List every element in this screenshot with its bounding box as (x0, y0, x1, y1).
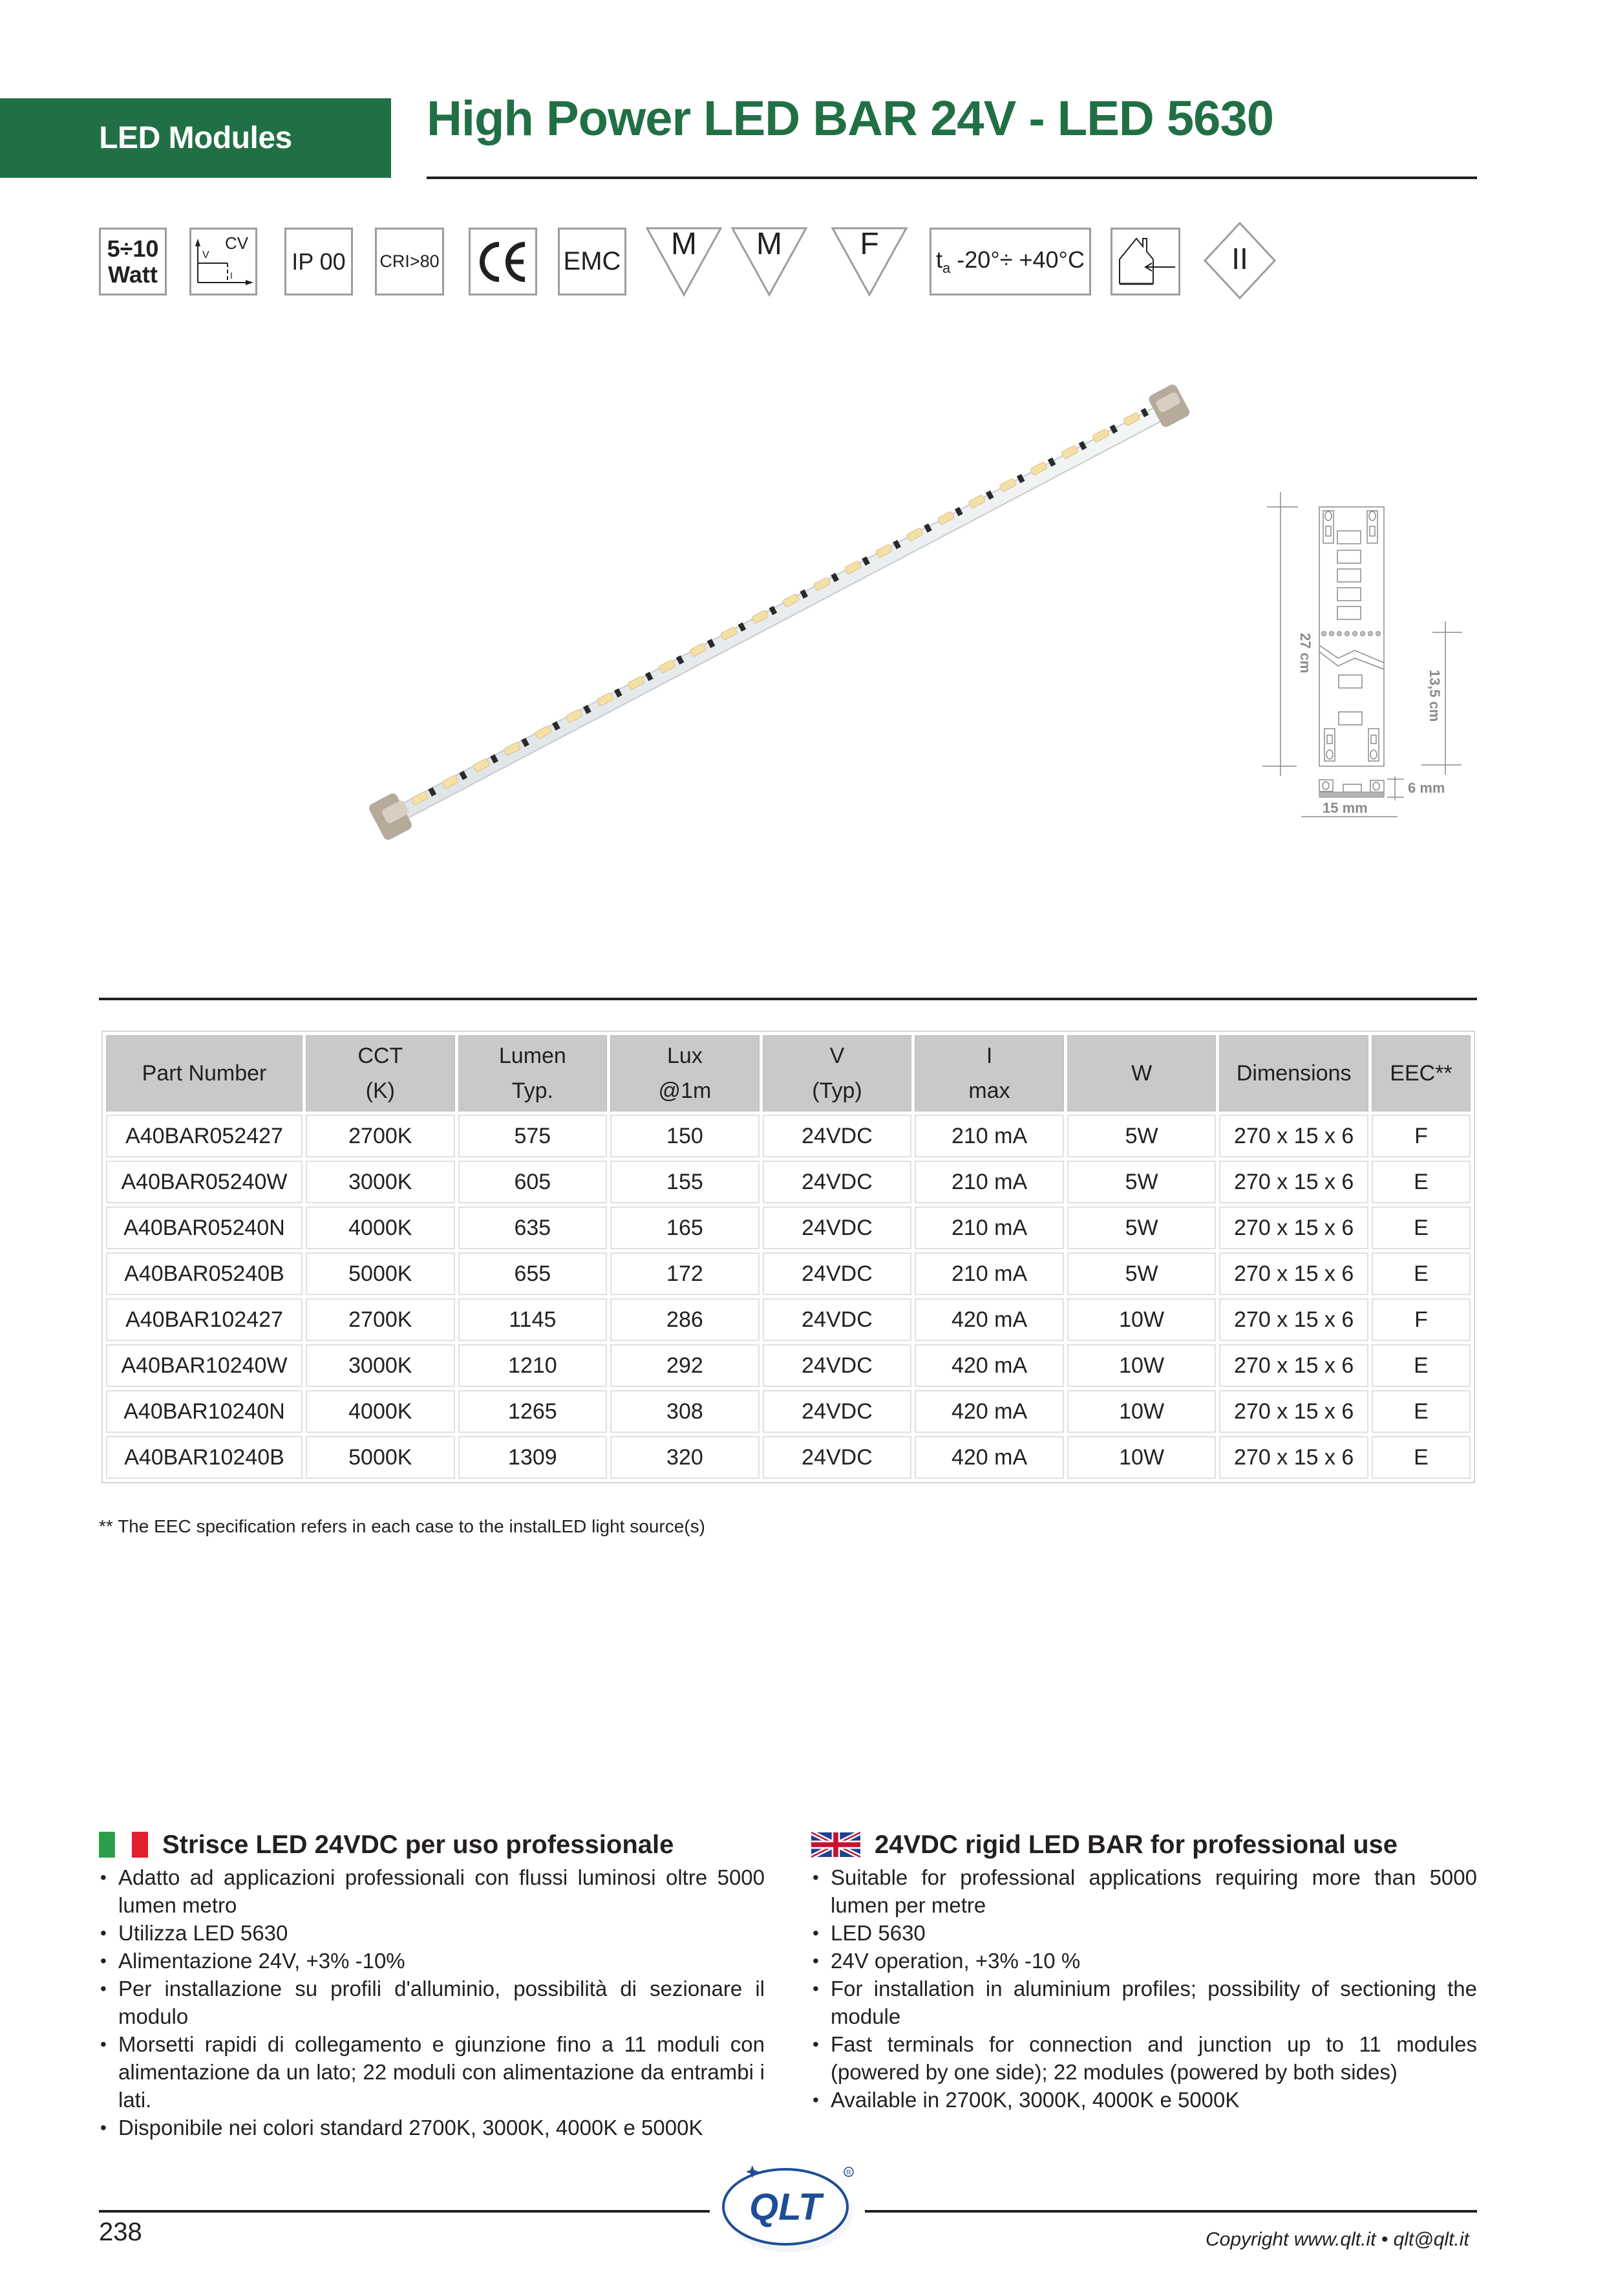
temp-range: -20°÷ +40°C (950, 246, 1085, 273)
f-mark-icon (831, 226, 908, 297)
header-label: W (1131, 1061, 1153, 1086)
cell-dimensions: 270 x 15 x 6 (1219, 1161, 1368, 1203)
cell-lumen: 1265 (458, 1390, 608, 1433)
section-tab (0, 98, 391, 178)
table-row (106, 1344, 1471, 1387)
list-item: • Available in 2700K, 3000K, 4000K e 5000K (811, 2086, 1477, 2114)
footer-divider-left (99, 2210, 710, 2213)
list-item: • Adatto ad applicazioni professionali con flussi luminosi oltre 5000 lumen metro (99, 1863, 765, 1919)
cell-current: 210 mA (915, 1207, 1064, 1249)
cell-lux: 155 (610, 1161, 760, 1203)
header-eec (1372, 1035, 1471, 1111)
table-header-row (106, 1035, 1471, 1111)
footer-divider-right (865, 2210, 1477, 2213)
m-mark-icon (645, 226, 723, 297)
wattage-icon (99, 228, 167, 295)
temp-subscript: a (942, 260, 951, 277)
emc-icon (558, 228, 626, 295)
header-dimensions (1219, 1035, 1368, 1111)
cell-cct: 2700K (306, 1115, 455, 1157)
cell-dimensions: 270 x 15 x 6 (1219, 1207, 1368, 1249)
cell-voltage: 24VDC (763, 1436, 912, 1479)
description-italian-title: Strisce LED 24VDC per uso professionale (162, 1830, 674, 1859)
temp-prefix: t (936, 246, 943, 273)
cell-cct: 5000K (306, 1436, 455, 1479)
cell-lux: 172 (610, 1252, 760, 1295)
cell-watt: 10W (1067, 1436, 1217, 1479)
cell-lux: 308 (610, 1390, 760, 1433)
led-bar-pcb (381, 401, 1178, 826)
wattage-range: 5÷10 (107, 235, 159, 262)
v-axis-label: V (202, 250, 209, 261)
cell-voltage: 24VDC (763, 1390, 912, 1433)
end-terminal-left (367, 791, 413, 841)
i-axis-label: I (230, 270, 233, 281)
cell-lux: 292 (610, 1344, 760, 1387)
cell-voltage: 24VDC (763, 1344, 912, 1387)
table-row (106, 1207, 1471, 1249)
header-label: EEC** (1390, 1061, 1452, 1086)
cell-part-number: A40BAR102427 (106, 1298, 303, 1341)
segment-length-label: 13,5 cm (1427, 669, 1443, 722)
cell-eec: E (1372, 1390, 1471, 1433)
cell-lumen: 1210 (458, 1344, 608, 1387)
table-row (106, 1161, 1471, 1203)
class-ii-icon (1201, 222, 1279, 299)
cell-part-number: A40BAR05240N (106, 1207, 303, 1249)
cell-lumen: 1145 (458, 1298, 608, 1341)
cell-dimensions: 270 x 15 x 6 (1219, 1252, 1368, 1295)
header-label: I (986, 1044, 993, 1068)
cv-label: CV (225, 233, 249, 253)
cell-watt: 5W (1067, 1161, 1217, 1203)
cell-lux: 165 (610, 1207, 760, 1249)
header-lumen (458, 1035, 608, 1111)
cell-current: 210 mA (915, 1115, 1064, 1157)
description-italian (99, 1830, 765, 2141)
uk-flag-icon (811, 1832, 860, 1858)
list-item: • Fast terminals for connection and junction up to 11 modules (powered by one side); 22 modules (powered by both sides) (811, 2030, 1477, 2086)
title-divider (427, 177, 1477, 179)
section-label: LED Modules (99, 121, 292, 155)
cell-lumen: 605 (458, 1161, 608, 1203)
cell-watt: 10W (1067, 1298, 1217, 1341)
cell-part-number: A40BAR05240B (106, 1252, 303, 1295)
page-number: 238 (99, 2218, 142, 2246)
mm-mark-label: M (756, 227, 782, 261)
ce-mark-icon (469, 228, 537, 295)
cell-lux: 320 (610, 1436, 760, 1479)
table-row (106, 1390, 1471, 1433)
emc-label: EMC (563, 247, 621, 275)
cell-eec: F (1372, 1298, 1471, 1341)
header-label: Dimensions (1236, 1061, 1352, 1086)
cell-watt: 10W (1067, 1390, 1217, 1433)
cell-eec: E (1372, 1252, 1471, 1295)
cell-eec: E (1372, 1207, 1471, 1249)
ip-rating-label: IP 00 (292, 248, 346, 275)
header-label: CCT (357, 1044, 403, 1068)
table-row (106, 1115, 1471, 1157)
cell-lumen: 1309 (458, 1436, 608, 1479)
cell-watt: 5W (1067, 1207, 1217, 1249)
header-label: Part Number (142, 1061, 267, 1086)
cell-voltage: 24VDC (763, 1161, 912, 1203)
constant-voltage-icon (189, 228, 257, 295)
height-label: 6 mm (1408, 780, 1445, 796)
cell-lux: 286 (610, 1298, 760, 1341)
cell-eec: E (1372, 1436, 1471, 1479)
table-divider (99, 998, 1477, 1000)
cell-cct: 5000K (306, 1252, 455, 1295)
cell-cct: 4000K (306, 1207, 455, 1249)
header-label: Lux (667, 1044, 703, 1068)
copyright-text: Copyright www.qlt.it • qlt@qlt.it (1206, 2229, 1469, 2250)
description-english-heading (811, 1830, 1477, 1860)
cell-cct: 4000K (306, 1390, 455, 1433)
product-image (362, 362, 1189, 860)
description-italian-list (99, 1863, 765, 2141)
header-watt (1067, 1035, 1217, 1111)
page-title: High Power LED BAR 24V - LED 5630 (427, 91, 1273, 146)
cell-watt: 5W (1067, 1252, 1217, 1295)
cell-eec: F (1372, 1115, 1471, 1157)
list-item: • Per installazione su profili d'alluminio, possibilità di sezionare il modulo (99, 1975, 765, 2030)
f-mark-label: F (860, 227, 879, 261)
italian-flag-icon (99, 1832, 148, 1858)
cell-voltage: 24VDC (763, 1298, 912, 1341)
list-item: • Alimentazione 24V, +3% -10% (99, 1947, 765, 1975)
class-ii-label: II (1231, 242, 1248, 275)
header-label: V (829, 1044, 845, 1068)
header-voltage (763, 1035, 912, 1111)
cell-dimensions: 270 x 15 x 6 (1219, 1436, 1368, 1479)
list-item: • Utilizza LED 5630 (99, 1919, 765, 1947)
cell-current: 210 mA (915, 1161, 1064, 1203)
description-english-title: 24VDC rigid LED BAR for professional use (875, 1830, 1398, 1859)
cell-voltage: 24VDC (763, 1115, 912, 1157)
description-italian-heading (99, 1830, 765, 1860)
list-item: • Disponibile nei colori standard 2700K, 3000K, 4000K e 5000K (99, 2114, 765, 2141)
list-item: • 24V operation, +3% -10 % (811, 1947, 1477, 1975)
length-label: 27 cm (1297, 632, 1313, 674)
cell-current: 420 mA (915, 1390, 1064, 1433)
cell-part-number: A40BAR10240B (106, 1436, 303, 1479)
ambient-temperature-icon (930, 228, 1091, 295)
cell-lumen: 635 (458, 1207, 608, 1249)
list-item: • Suitable for professional applications requiring more than 5000 lumen per metre (811, 1863, 1477, 1919)
cell-current: 420 mA (915, 1344, 1064, 1387)
cell-lux: 150 (610, 1115, 760, 1157)
table-row (106, 1252, 1471, 1295)
wattage-unit: Watt (108, 261, 158, 288)
cell-current: 420 mA (915, 1298, 1064, 1341)
cell-part-number: A40BAR10240W (106, 1344, 303, 1387)
cell-lumen: 655 (458, 1252, 608, 1295)
width-label: 15 mm (1323, 800, 1368, 816)
mm-mark-icon (730, 226, 808, 297)
cell-dimensions: 270 x 15 x 6 (1219, 1298, 1368, 1341)
header-cct (306, 1035, 455, 1111)
header-lux (610, 1035, 760, 1111)
cell-lumen: 575 (458, 1115, 608, 1157)
cell-eec: E (1372, 1344, 1471, 1387)
eec-footnote: ** The EEC specification refers in each case to the instalLED light source(s) (99, 1516, 705, 1536)
cell-dimensions: 270 x 15 x 6 (1219, 1115, 1368, 1157)
header-sublabel: (K) (365, 1078, 395, 1103)
cell-cct: 2700K (306, 1298, 455, 1341)
header-sublabel: (Typ) (812, 1078, 862, 1103)
cell-part-number: A40BAR052427 (106, 1115, 303, 1157)
indoor-use-icon (1111, 228, 1180, 295)
dimension-drawing (1260, 485, 1467, 950)
header-part-number (106, 1035, 303, 1111)
logo-text: QLT (749, 2186, 822, 2228)
cell-cct: 3000K (306, 1161, 455, 1203)
table-row (106, 1436, 1471, 1479)
cell-watt: 10W (1067, 1344, 1217, 1387)
list-item: • For installation in aluminium profiles; possibility of sectioning the module (811, 1975, 1477, 2030)
cell-voltage: 24VDC (763, 1207, 912, 1249)
cri-icon (375, 228, 444, 295)
qlt-logo (714, 2156, 863, 2253)
header-sublabel: max (968, 1078, 1010, 1103)
ip-rating-icon (284, 228, 353, 295)
specifications-table (101, 1031, 1475, 1483)
cell-voltage: 24VDC (763, 1252, 912, 1295)
header-sublabel: Typ. (511, 1078, 553, 1103)
cell-dimensions: 270 x 15 x 6 (1219, 1344, 1368, 1387)
list-item: • LED 5630 (811, 1919, 1477, 1947)
list-item: • Morsetti rapidi di collegamento e giunzione fino a 11 moduli con alimentazione da un lato; 22 moduli con alimentazione da entrambi i lati. (99, 2030, 765, 2114)
description-english (811, 1830, 1477, 2114)
header-current (915, 1035, 1064, 1111)
svg-text:R: R (846, 2169, 851, 2176)
header-label: Lumen (498, 1044, 566, 1068)
description-english-list (811, 1863, 1477, 2114)
cell-eec: E (1372, 1161, 1471, 1203)
cell-part-number: A40BAR05240W (106, 1161, 303, 1203)
cell-current: 210 mA (915, 1252, 1064, 1295)
ambient-temperature-label (936, 246, 1085, 277)
cell-current: 420 mA (915, 1436, 1064, 1479)
table-row (106, 1298, 1471, 1341)
cell-watt: 5W (1067, 1115, 1217, 1157)
cell-cct: 3000K (306, 1344, 455, 1387)
m-mark-label: M (671, 227, 697, 261)
cri-label: CRI>80 (379, 252, 440, 271)
header-sublabel: @1m (658, 1078, 712, 1103)
cell-dimensions: 270 x 15 x 6 (1219, 1390, 1368, 1433)
cell-part-number: A40BAR10240N (106, 1390, 303, 1433)
